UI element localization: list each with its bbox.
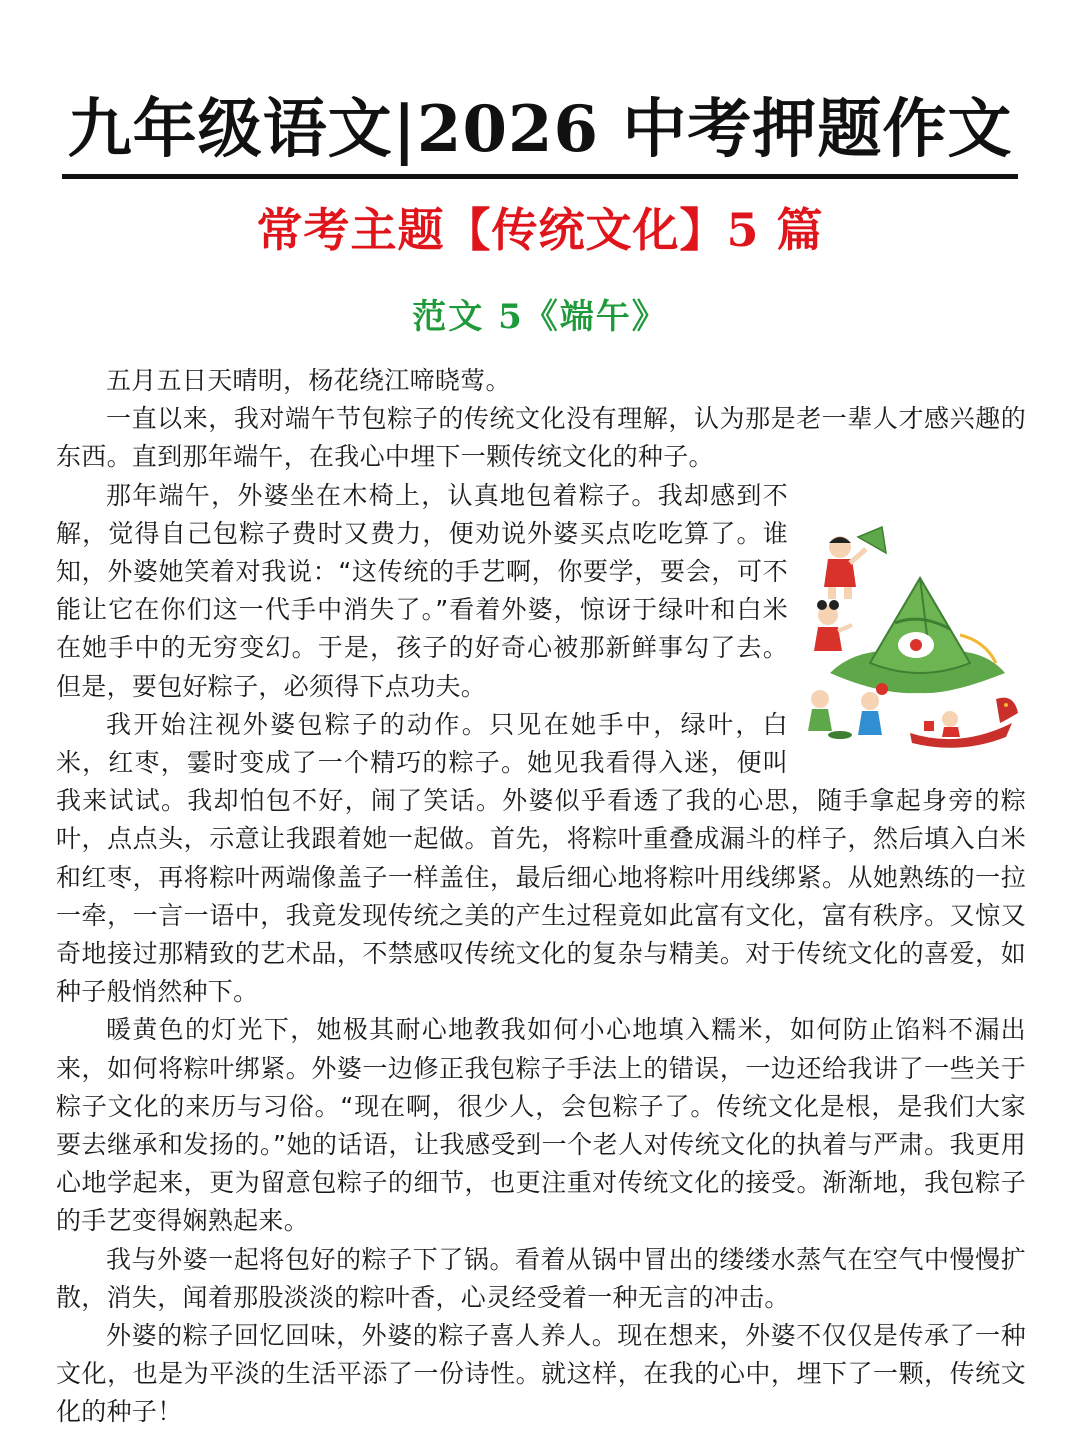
essay-body [56, 362, 1026, 1432]
paragraph-2-text: 一直以来，我对端午节包粽子的传统文化没有理解，认为那是老一辈人才感兴趣的东西。直到那年端午，在我心中埋下一颗传统文化的种子。 [56, 404, 1026, 472]
child-figure-icon [824, 536, 866, 599]
essay-paragraph-4: 我开始注视外婆包粽子的动作。只见在她手中，绿叶，白米，红枣，霎时变成了一个精巧的粽子。她见我看得入迷，便叫我来试试。我却怕包不好，闹了笑话。外婆似乎看透了我的心思，随手拿起身旁的粽叶，点点头，示意让我跟着她一起做。首先，将粽叶重叠成漏斗的样子，然后填入白米和红枣，再将粽叶两端像盖子一样盖住，最后细心地将粽叶用线绑紧。从她熟练的一拉一牵，一言一语中，我竟发现传统之美的产生过程竟如此富有文化，富有秩序。又惊又奇地接过那精致的艺术品，不禁感叹传统文化的复杂与精美。对于传统文化的喜爱，如种子般悄然种下。 [56, 709, 1026, 1007]
essay-paragraph-5: 暖黄色的灯光下，她极其耐心地教我如何小心地填入糯米，如何防止馅料不漏出来，如何将粽叶绑紧。外婆一边修正我包粽子手法上的错误，一边还给我讲了一些关于粽子文化的来历与习俗。“现在啊，很少人，会包粽子了。传统文化是根，是我们大家要去继承和发扬的。”她的话语，让我感受到一个老人对传统文化的执着与严肃。我更用心地学起来，更为留意包粽子的细节，也更注重对传统文化的接受。渐渐地，我包粽子的手艺变得娴熟起来。 [56, 1015, 1026, 1236]
large-zongzi-icon [830, 578, 1005, 693]
document-subtitle: 常考主题【传统文化】5 篇 [256, 203, 824, 257]
child-figure-icon [814, 600, 852, 651]
essay-paragraph-7: 外婆的粽子回忆回味，外婆的粽子喜人养人。现在想来，外婆不仅仅是传承了一种文化，也是为平淡的生活平添了一份诗性。就这样，在我的心中，埋下了一颗，传统文化的种子！ [56, 1321, 1026, 1427]
dragon-boat-festival-zongzi-illustration [800, 523, 1026, 753]
document-title: 九年级语文|2026 中考押题作文 [62, 88, 1019, 179]
essay-paragraph-2 [56, 400, 1026, 476]
essay-paragraph-3: 那年端午，外婆坐在木椅上，认真地包着粽子。我却感到不解，觉得自己包粽子费时又费力，便劝说外婆买点吃吃算了。谁知，外婆她笑着对我说：“这传统的手艺啊，你要学，要会，可不能让它在你们这一代手中消失了。”看着外婆，惊讶于绿叶和白米在她手中的无穷变幻。于是，孩子的好奇心被那新鲜事勾了去。但是，要包好粽子，必须得下点功夫。 [56, 480, 788, 701]
zongzi-illustration-icon [800, 523, 1026, 753]
essay-title: 范文 5《端午》 [412, 297, 668, 337]
essay-paragraph-1: 五月五日天晴明，杨花绕江啼晓莺。 [106, 366, 511, 395]
essay-paragraph-6: 我与外婆一起将包好的粽子下了锅。看着从锅中冒出的缕缕水蒸气在空气中慢慢扩散，消失，闻着那股淡淡的粽叶香，心灵经受着一种无言的冲击。 [56, 1244, 1026, 1312]
document-title-block [0, 88, 1080, 179]
